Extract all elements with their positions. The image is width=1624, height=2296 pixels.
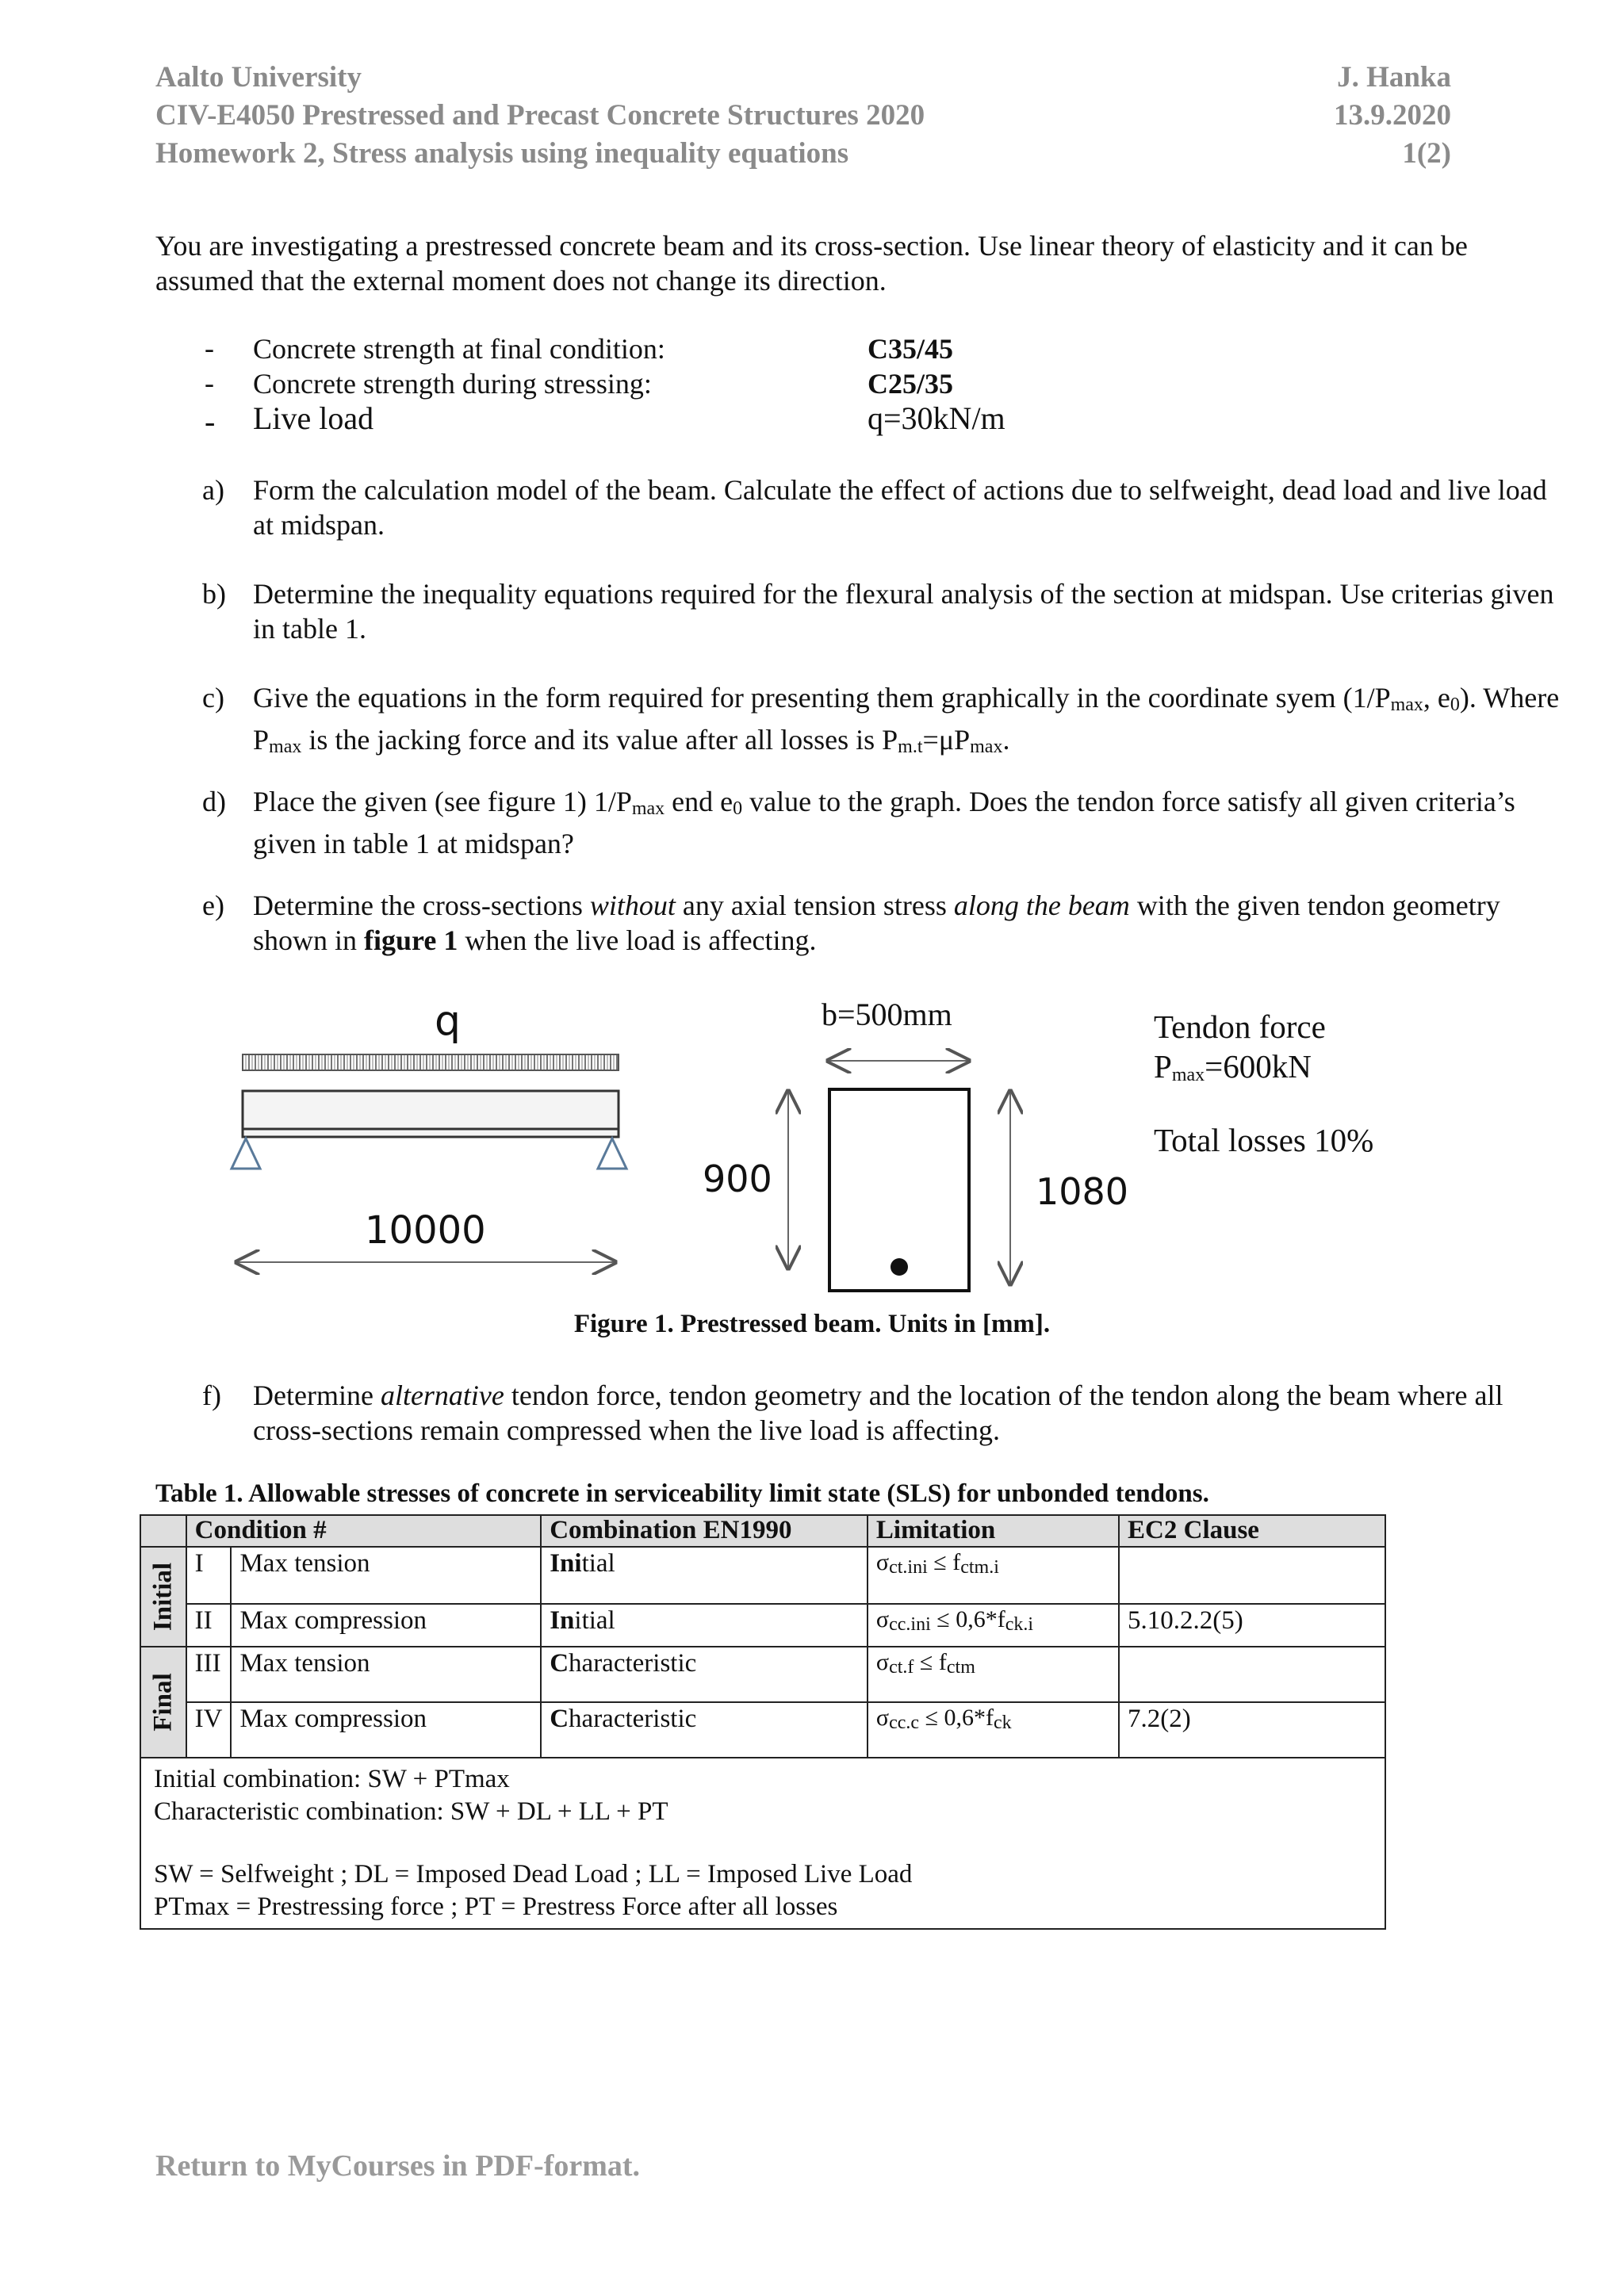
table-row (140, 1647, 1385, 1702)
row-limitation: $\sigma_{ct.ini} \le f_{ctm.i}$ (868, 1547, 1119, 1604)
question-a-label: a) (202, 474, 224, 506)
col-header-combination: Combination EN1990 (541, 1515, 868, 1547)
question-f-label: f) (202, 1380, 221, 1411)
losses-note: Total losses 10% (1154, 1122, 1374, 1158)
table-title: Table 1. Allowable stresses of concrete in serviceability limit state (SLS) for unbonded tendons. (155, 1479, 1209, 1508)
right-support (598, 1138, 626, 1169)
row-number: II (186, 1604, 232, 1647)
header-author: J. Hanka (1337, 61, 1451, 94)
row-combination: Characteristic (541, 1647, 868, 1702)
question-a-text: Form the calculation model of the beam. Calculate the effect of actions due to selfweight, dead load and live load at midspan. (253, 474, 1547, 541)
allowable-stresses-table (140, 1514, 1386, 1930)
height-label-900: 900 (703, 1158, 772, 1200)
table-header-row (140, 1515, 1385, 1547)
list-bullet: - (205, 404, 216, 439)
load-label: q (435, 997, 462, 1045)
width-label: b=500mm (822, 997, 952, 1032)
row-description: Max tension (231, 1647, 541, 1702)
row-combination: Initial (541, 1547, 868, 1604)
intro-paragraph: You are investigating a prestressed concrete beam and its cross-section. Use linear theory of elasticity and it can be assumed that the external moment does not change its direction. (155, 230, 1468, 297)
header-university: Aalto University (155, 61, 362, 94)
row-clause (1119, 1547, 1385, 1604)
row-clause: 7.2(2) (1119, 1702, 1385, 1758)
question-e-label: e) (202, 890, 224, 921)
param-label: Concrete strength during stressing: (253, 368, 652, 400)
row-number: I (186, 1547, 232, 1604)
figure-caption: Figure 1. Prestressed beam. Units in [mm]. (573, 1310, 1051, 1338)
row-description: Max tension (231, 1547, 541, 1604)
col-header-limitation: Limitation (868, 1515, 1119, 1547)
question-b-label: b) (202, 578, 226, 610)
row-combination: Initial (541, 1604, 868, 1647)
row-number: IV (186, 1702, 232, 1758)
row-clause: 5.10.2.2(5) (1119, 1604, 1385, 1647)
note-abbreviations-loads: SW = Selfweight ; DL = Imposed Dead Load ; LL = Imposed Live Load (154, 1860, 913, 1888)
row-clause (1119, 1647, 1385, 1702)
col-header-condition: Condition # (186, 1515, 542, 1547)
row-combination: Characteristic (541, 1702, 868, 1758)
row-description: Max compression (231, 1702, 541, 1758)
footer-instruction: Return to MyCourses in PDF-format. (155, 2149, 641, 2183)
question-d-text: Place the given (see figure 1) $1/P_{max}$ end $e_0$ value to the graph. Does the tendon force satisfy all given criteria’s given in table 1 at midspan? (253, 786, 1515, 859)
param-label: Concrete strength at final condition: (253, 333, 665, 365)
table-notes (140, 1758, 1385, 1929)
param-value: C35/45 (868, 333, 953, 365)
question-f-text: Determine alternative tendon force, tendon geometry and the location of the tendon along the beam where all cross-sections remain compressed when the live load is affecting. (253, 1380, 1503, 1446)
list-bullet: - (205, 332, 214, 364)
question-d-label: d) (202, 786, 226, 817)
table-notes-row (140, 1758, 1385, 1929)
question-e-text: Determine the cross-sections without any axial tension stress along the beam with the given tendon geometry shown in figure 1 when the live load is affecting. (253, 890, 1500, 956)
span-label: 10000 (365, 1208, 486, 1253)
left-support (232, 1138, 260, 1169)
row-limitation: $\sigma_{ct.f} \le f_{ctm}$ (868, 1647, 1119, 1702)
list-bullet: - (205, 367, 214, 399)
note-abbreviations-prestress: PTmax = Prestressing force ; PT = Prestress Force after all losses (154, 1892, 838, 1921)
param-label: Live load (253, 400, 374, 436)
question-b-text: Determine the inequality equations required for the flexural analysis of the section at midspan. Use criterias given in table 1. (253, 578, 1554, 645)
header-date: 13.9.2020 (1334, 99, 1451, 132)
group-final: Final (140, 1647, 186, 1758)
table-row (140, 1702, 1385, 1758)
param-value: q=30kN/m (868, 400, 1005, 436)
height-label-1080: 1080 (1036, 1170, 1129, 1213)
row-limitation: $\sigma_{cc.c} \le 0,6*f_{ck}$ (868, 1702, 1119, 1758)
tendon-force-note: Tendon force $P_{max}=600kN$ (1154, 1008, 1326, 1085)
group-initial: Initial (140, 1547, 186, 1647)
question-c-text: Give the equations in the form required for presenting them graphically in the coordinate syem ($1/P_{max}$, $e_0$). Where $P_{max}$ is the jacking force and its value after all losses is $P_{m.t}=\mu P_{max}$. (253, 682, 1560, 757)
table-row (140, 1604, 1385, 1647)
param-value: C25/35 (868, 368, 953, 400)
header-course: CIV-E4050 Prestressed and Precast Concrete Structures 2020 (155, 99, 925, 132)
tendon (891, 1258, 908, 1276)
row-limitation: $\sigma_{cc.ini} \le 0,6*f_{ck.i}$ (868, 1604, 1119, 1647)
table-row (140, 1547, 1385, 1604)
header-page-number: 1(2) (1402, 137, 1451, 170)
note-characteristic-combination: Characteristic combination: SW + DL + LL + PT (154, 1797, 668, 1826)
row-number: III (186, 1647, 232, 1702)
row-description: Max compression (231, 1604, 541, 1647)
note-initial-combination: Initial combination: SW + PTmax (154, 1765, 510, 1793)
load-strip (243, 1054, 619, 1070)
question-c-label: c) (202, 682, 224, 714)
header-homework: Homework 2, Stress analysis using inequality equations (155, 137, 849, 170)
col-header-clause: EC2 Clause (1119, 1515, 1385, 1547)
